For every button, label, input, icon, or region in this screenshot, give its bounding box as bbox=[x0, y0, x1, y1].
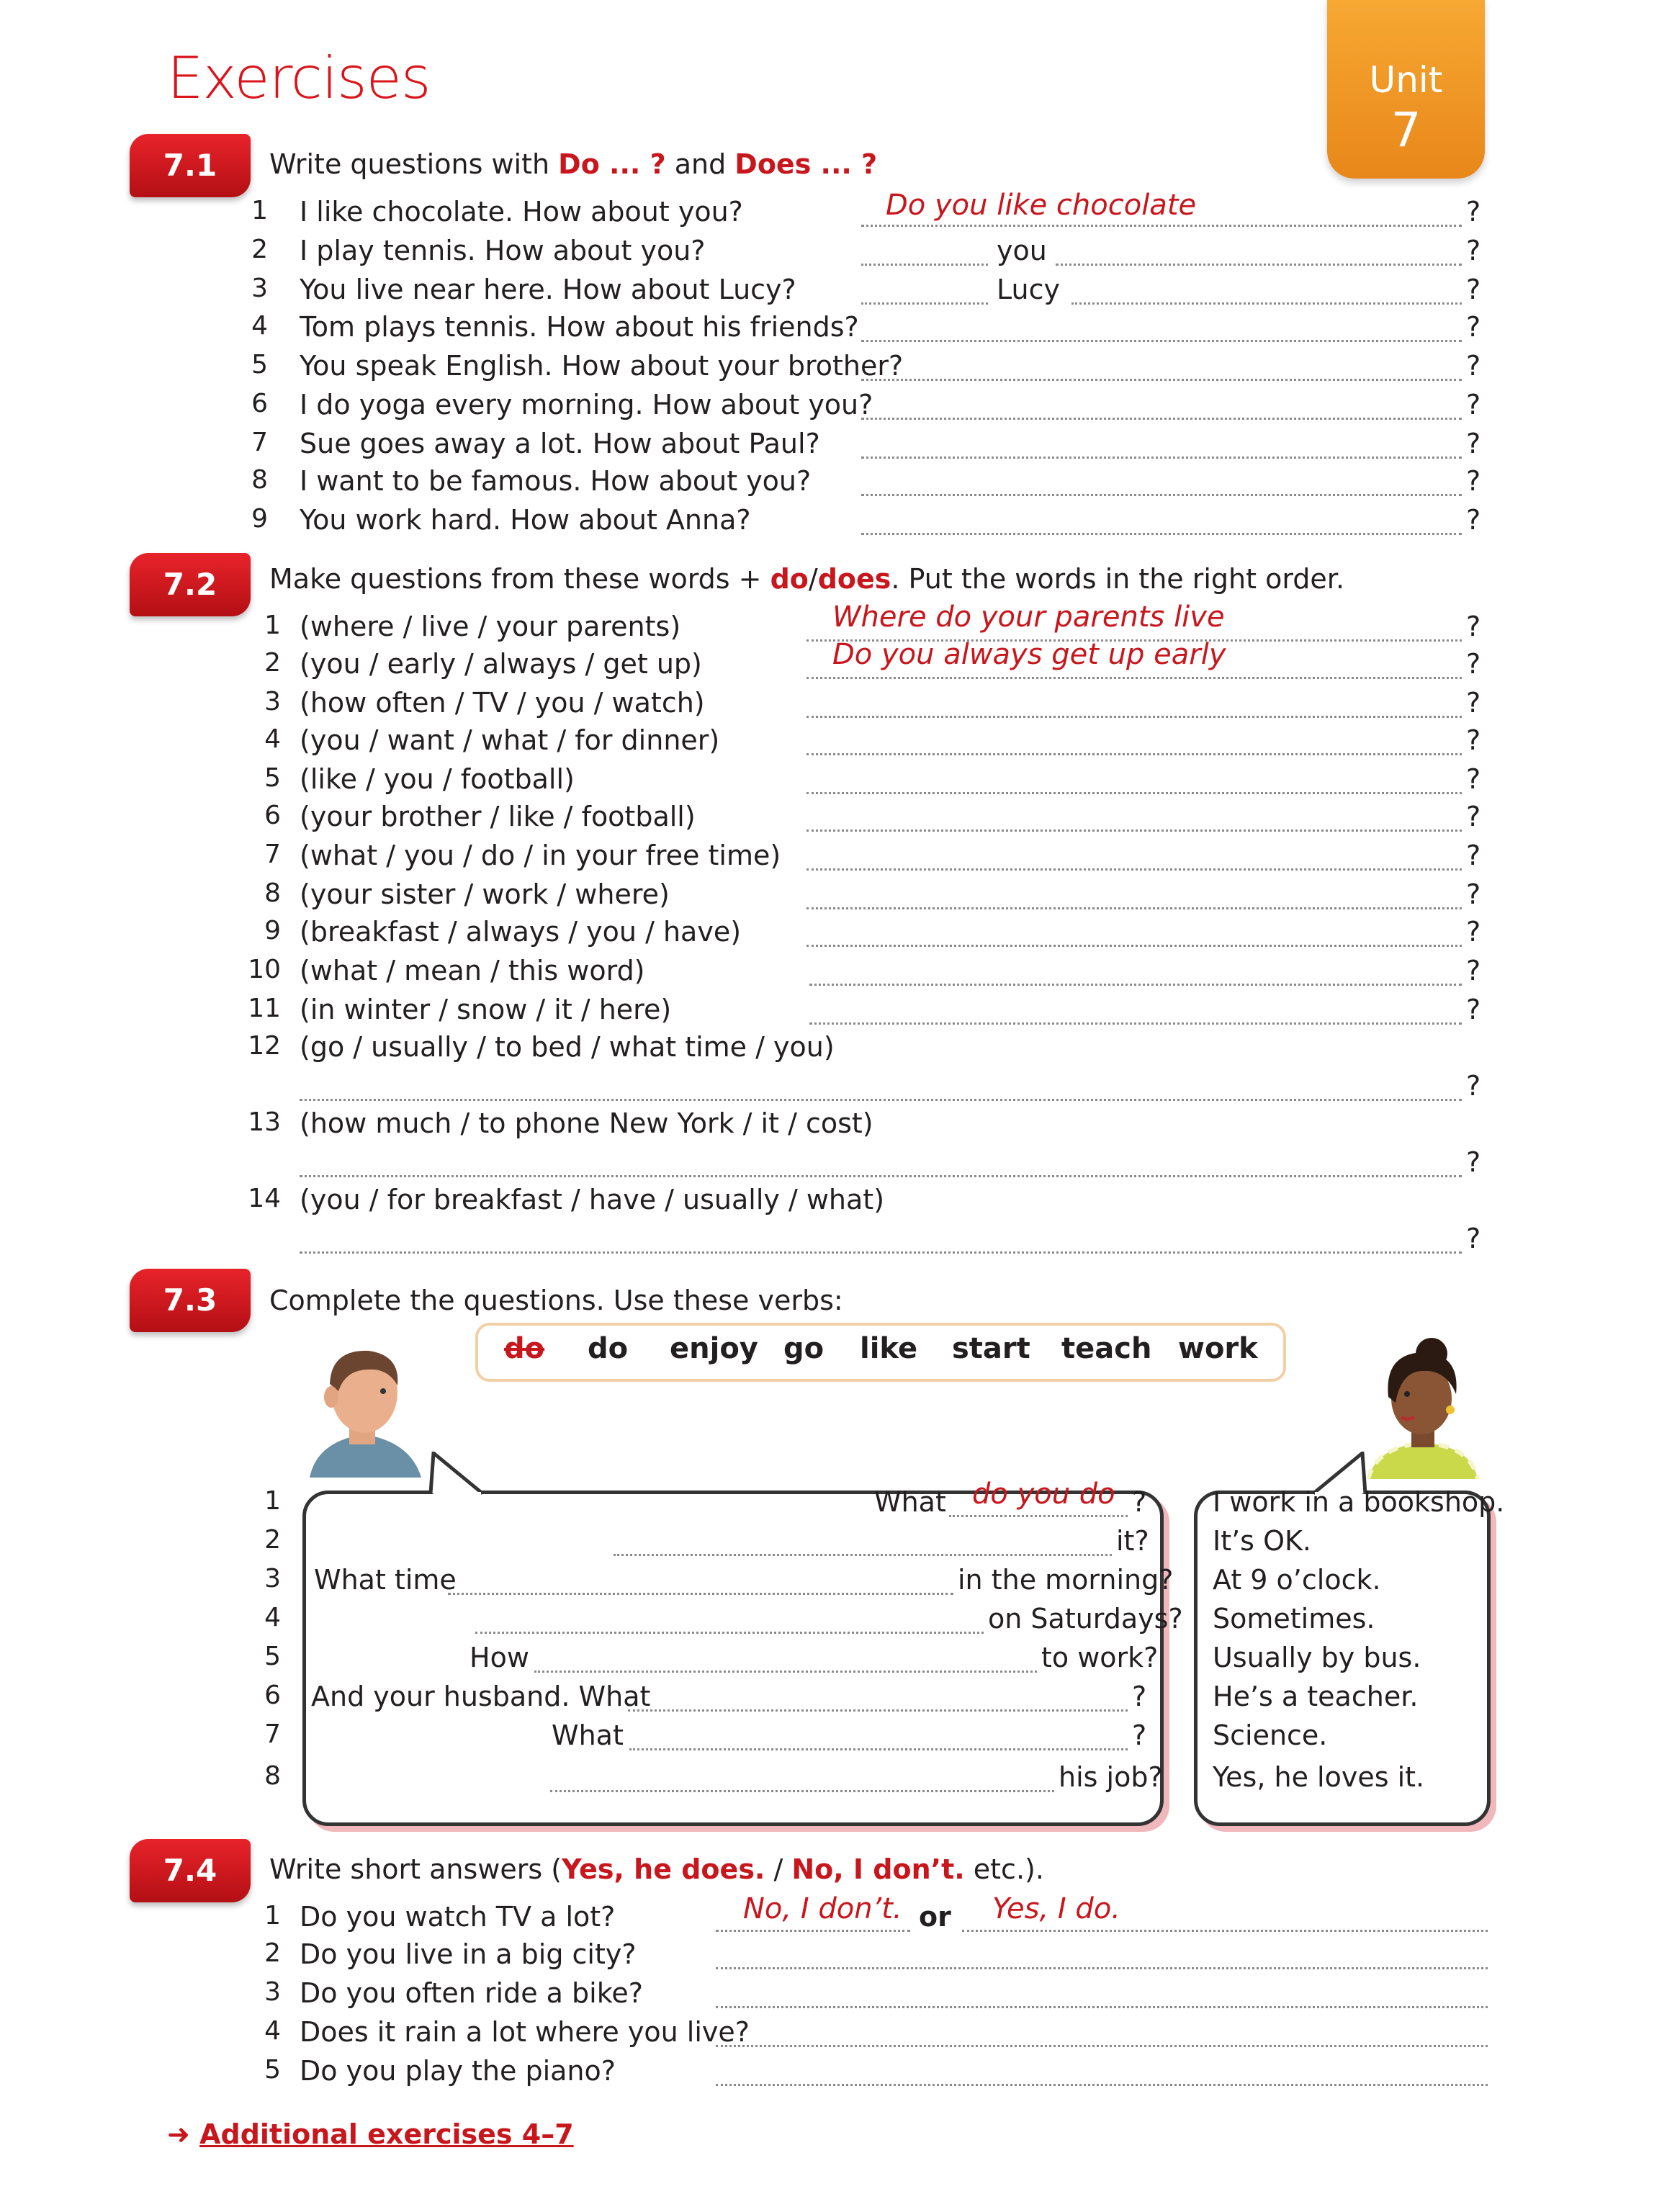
item-number: 3 bbox=[264, 1977, 281, 2007]
question-mark: ? bbox=[1466, 389, 1481, 421]
item-text: I do yoga every morning. How about you? bbox=[300, 389, 873, 421]
item-number: 2 bbox=[264, 1938, 281, 1968]
question-end: ? bbox=[1132, 1486, 1147, 1518]
item-number: 4 bbox=[251, 311, 268, 341]
verb-do-used: do bbox=[504, 1332, 545, 1365]
question-start: And your husband. What bbox=[311, 1681, 651, 1712]
item-number: 12 bbox=[248, 1031, 281, 1061]
item-number: 3 bbox=[251, 274, 268, 303]
answer-blank[interactable] bbox=[300, 1099, 1462, 1101]
reply-text: He’s a teacher. bbox=[1213, 1681, 1419, 1712]
question-mark: ? bbox=[1466, 994, 1481, 1025]
answer-blank-b[interactable] bbox=[962, 1930, 1488, 1932]
item-text: (breakfast / always / you / have) bbox=[300, 916, 742, 948]
item-text: You speak English. How about your brother? bbox=[300, 350, 904, 382]
answer-blank[interactable] bbox=[550, 1790, 1054, 1792]
item-text: Tom plays tennis. How about his friends? bbox=[300, 311, 859, 343]
item-text: You live near here. How about Lucy? bbox=[300, 274, 796, 305]
item-number: 14 bbox=[248, 1184, 281, 1213]
answer-blank-a[interactable] bbox=[861, 264, 988, 266]
reply-text: It’s OK. bbox=[1213, 1525, 1311, 1557]
question-mark: ? bbox=[1466, 724, 1481, 756]
question-mark: ? bbox=[1466, 196, 1481, 228]
page-title: Exercises bbox=[167, 45, 431, 112]
item-number: 10 bbox=[248, 955, 281, 984]
bubble-tail-left bbox=[428, 1452, 485, 1496]
question-mark: ? bbox=[1466, 350, 1481, 382]
answer-blank[interactable] bbox=[861, 340, 1462, 342]
answer-blank[interactable] bbox=[716, 1967, 1488, 1969]
question-end: it? bbox=[1116, 1525, 1149, 1557]
answer-blank[interactable] bbox=[300, 1175, 1462, 1177]
item-text: I like chocolate. How about you? bbox=[300, 196, 743, 228]
answer-blank[interactable] bbox=[861, 225, 1462, 227]
item-number: 8 bbox=[264, 1761, 281, 1791]
unit-number: 7 bbox=[1390, 102, 1421, 158]
item-number: 1 bbox=[251, 196, 268, 225]
item-number: 11 bbox=[248, 994, 281, 1023]
question-mark: ? bbox=[1466, 840, 1481, 871]
item-number: 8 bbox=[264, 878, 281, 908]
reply-text: I work in a bookshop. bbox=[1213, 1486, 1505, 1518]
question-start: What bbox=[874, 1486, 946, 1518]
item-number: 4 bbox=[264, 1603, 281, 1632]
sample-answer-b: Yes, I do. bbox=[992, 1892, 1121, 1925]
question-mark: ? bbox=[1466, 955, 1481, 986]
answer-blank[interactable] bbox=[448, 1593, 953, 1595]
item-number: 2 bbox=[264, 648, 281, 678]
question-start: How bbox=[469, 1642, 529, 1673]
item-text: (you / early / always / get up) bbox=[300, 648, 702, 680]
question-mark: ? bbox=[1466, 763, 1481, 795]
answer-blank[interactable] bbox=[716, 2084, 1488, 2086]
question-mark: ? bbox=[1466, 311, 1481, 343]
reply-text: Yes, he loves it. bbox=[1213, 1761, 1425, 1793]
woman-illustration bbox=[1360, 1338, 1482, 1479]
answer-blank-a[interactable] bbox=[861, 302, 988, 305]
item-number: 5 bbox=[264, 763, 281, 793]
answer-blank[interactable] bbox=[861, 494, 1462, 496]
item-number: 6 bbox=[251, 389, 268, 418]
item-text: (what / mean / this word) bbox=[300, 955, 645, 986]
item-text: (your brother / like / football) bbox=[300, 801, 696, 832]
sample-answer: do you do bbox=[972, 1478, 1115, 1511]
answer-blank[interactable] bbox=[716, 2045, 1488, 2047]
item-text: (what / you / do / in your free time) bbox=[300, 840, 781, 871]
additional-exercises-link[interactable]: ➜ Additional exercises 4–7 bbox=[167, 2118, 574, 2150]
item-text: Do you play the piano? bbox=[300, 2055, 616, 2087]
item-number: 1 bbox=[264, 1486, 281, 1516]
sample-answer: Where do your parents live bbox=[832, 601, 1225, 634]
item-text: (how often / TV / you / watch) bbox=[300, 687, 705, 719]
question-mark: ? bbox=[1466, 611, 1481, 642]
question-mark: ? bbox=[1466, 1070, 1481, 1102]
sample-answer: Do you always get up early bbox=[832, 638, 1226, 671]
question-start: What time bbox=[314, 1564, 457, 1596]
item-number: 4 bbox=[264, 724, 281, 754]
item-number: 9 bbox=[251, 504, 268, 534]
item-text: (in winter / snow / it / here) bbox=[300, 994, 672, 1025]
answer-blank[interactable] bbox=[629, 1748, 1128, 1750]
sample-answer: Do you like chocolate bbox=[886, 189, 1197, 222]
item-text: Do you live in a big city? bbox=[300, 1938, 637, 1970]
answer-blank[interactable] bbox=[806, 945, 1462, 947]
verb-teach: teach bbox=[1061, 1332, 1152, 1365]
or-label: or bbox=[919, 1901, 951, 1933]
question-mark: ? bbox=[1466, 878, 1481, 910]
question-mark: ? bbox=[1466, 801, 1481, 832]
item-text: Do you watch TV a lot? bbox=[300, 1901, 616, 1933]
unit-label: Unit bbox=[1369, 59, 1443, 101]
question-mark: ? bbox=[1466, 465, 1481, 497]
verb-do: do bbox=[588, 1332, 629, 1365]
answer-blank[interactable] bbox=[809, 984, 1462, 986]
question-end: ? bbox=[1132, 1681, 1147, 1712]
answer-blank-b[interactable] bbox=[1071, 302, 1462, 305]
item-number: 1 bbox=[264, 611, 281, 640]
answer-blank[interactable] bbox=[861, 533, 1462, 535]
question-end: in the morning? bbox=[958, 1564, 1174, 1596]
exercise-instruction-7-2: Make questions from these words + do/does. Put the words in the right order. bbox=[269, 563, 1345, 595]
question-mark: ? bbox=[1466, 916, 1481, 948]
exercise-instruction-7-4: Write short answers (Yes, he does. / No, I don’t. etc.). bbox=[269, 1853, 1044, 1885]
answer-blank[interactable] bbox=[861, 379, 1462, 381]
item-number: 8 bbox=[251, 465, 268, 495]
exercise-badge-7-2: 7.2 bbox=[130, 553, 251, 616]
item-number: 3 bbox=[264, 687, 281, 716]
answer-blank[interactable] bbox=[806, 753, 1462, 755]
question-mark: ? bbox=[1466, 428, 1481, 459]
item-number: 5 bbox=[251, 350, 268, 379]
question-mark: ? bbox=[1466, 504, 1481, 536]
item-number: 6 bbox=[264, 1681, 281, 1710]
item-text: (where / live / your parents) bbox=[300, 611, 681, 642]
reply-text: At 9 o’clock. bbox=[1213, 1564, 1381, 1596]
answer-blank[interactable] bbox=[806, 677, 1462, 679]
answer-blank[interactable] bbox=[806, 792, 1462, 794]
reply-text: Science. bbox=[1213, 1719, 1328, 1751]
item-text: I want to be famous. How about you? bbox=[300, 465, 812, 497]
answer-blank[interactable] bbox=[806, 830, 1462, 832]
answer-blank[interactable] bbox=[949, 1515, 1128, 1517]
question-mark: ? bbox=[1466, 1146, 1481, 1178]
man-illustration bbox=[302, 1341, 425, 1478]
question-mark: ? bbox=[1466, 687, 1481, 719]
reply-text: Usually by bus. bbox=[1213, 1642, 1421, 1673]
exercise-instruction-7-1: Write questions with Do ... ? and Does ... ? bbox=[269, 148, 878, 180]
item-number: 9 bbox=[264, 916, 281, 945]
item-text: Do you often ride a bike? bbox=[300, 1977, 643, 2009]
answer-blank[interactable] bbox=[806, 716, 1462, 718]
question-mark: ? bbox=[1466, 1223, 1481, 1254]
item-number: 1 bbox=[264, 1901, 281, 1930]
question-end: on Saturdays? bbox=[988, 1603, 1183, 1635]
item-number: 6 bbox=[264, 801, 281, 830]
verb-start: start bbox=[952, 1332, 1030, 1365]
answer-blank[interactable] bbox=[300, 1251, 1462, 1254]
answer-hint: Lucy bbox=[997, 274, 1060, 305]
answer-hint: you bbox=[997, 235, 1047, 266]
item-text: I play tennis. How about you? bbox=[300, 235, 706, 266]
verb-enjoy: enjoy bbox=[670, 1332, 758, 1365]
verb-go: go bbox=[783, 1332, 824, 1365]
item-number: 13 bbox=[248, 1107, 281, 1137]
answer-blank[interactable] bbox=[614, 1554, 1112, 1556]
item-number: 7 bbox=[264, 1719, 281, 1749]
item-number: 2 bbox=[251, 235, 268, 264]
item-number: 3 bbox=[264, 1564, 281, 1593]
answer-blank[interactable] bbox=[861, 457, 1462, 459]
question-start: What bbox=[552, 1719, 624, 1751]
item-text: (go / usually / to bed / what time / you) bbox=[300, 1031, 835, 1063]
item-text: (you / for breakfast / have / usually / what) bbox=[300, 1184, 885, 1215]
question-end: ? bbox=[1132, 1719, 1147, 1751]
question-speech-bubble bbox=[302, 1491, 1164, 1826]
item-number: 4 bbox=[264, 2016, 281, 2046]
question-mark: ? bbox=[1466, 235, 1481, 266]
exercise-badge-7-4: 7.4 bbox=[130, 1839, 251, 1902]
item-text: You work hard. How about Anna? bbox=[300, 504, 751, 536]
exercise-badge-7-1: 7.1 bbox=[130, 134, 251, 197]
question-end: his job? bbox=[1059, 1761, 1163, 1793]
exercise-instruction-7-3: Complete the questions. Use these verbs: bbox=[269, 1285, 843, 1316]
question-mark: ? bbox=[1466, 274, 1481, 305]
answer-blank[interactable] bbox=[806, 868, 1462, 871]
item-text: (how much / to phone New York / it / cost) bbox=[300, 1107, 873, 1139]
unit-tab bbox=[1327, 0, 1485, 179]
item-text: (like / you / football) bbox=[300, 763, 575, 795]
item-number: 7 bbox=[264, 840, 281, 869]
answer-blank[interactable] bbox=[628, 1709, 1128, 1712]
item-number: 5 bbox=[264, 1642, 281, 1671]
item-text: Does it rain a lot where you live? bbox=[300, 2016, 750, 2048]
answer-blank[interactable] bbox=[806, 907, 1462, 909]
reply-text: Sometimes. bbox=[1213, 1603, 1375, 1635]
item-number: 5 bbox=[264, 2055, 281, 2085]
answer-blank-a[interactable] bbox=[716, 1930, 910, 1932]
answer-blank[interactable] bbox=[475, 1632, 984, 1634]
verb-like: like bbox=[860, 1332, 918, 1365]
item-text: (you / want / what / for dinner) bbox=[300, 724, 720, 756]
answer-blank-b[interactable] bbox=[1056, 264, 1462, 266]
question-mark: ? bbox=[1466, 648, 1481, 680]
question-end: to work? bbox=[1041, 1642, 1159, 1673]
verb-work: work bbox=[1178, 1332, 1258, 1365]
answer-blank[interactable] bbox=[534, 1671, 1037, 1673]
item-number: 2 bbox=[264, 1525, 281, 1555]
answer-blank[interactable] bbox=[716, 2006, 1488, 2008]
item-text: Sue goes away a lot. How about Paul? bbox=[300, 428, 820, 459]
sample-answer-a: No, I don’t. bbox=[743, 1892, 902, 1925]
exercise-badge-7-3: 7.3 bbox=[130, 1269, 251, 1332]
answer-blank[interactable] bbox=[861, 418, 1462, 420]
answer-blank[interactable] bbox=[809, 1022, 1462, 1025]
item-text: (your sister / work / where) bbox=[300, 878, 670, 910]
item-number: 7 bbox=[251, 428, 268, 457]
